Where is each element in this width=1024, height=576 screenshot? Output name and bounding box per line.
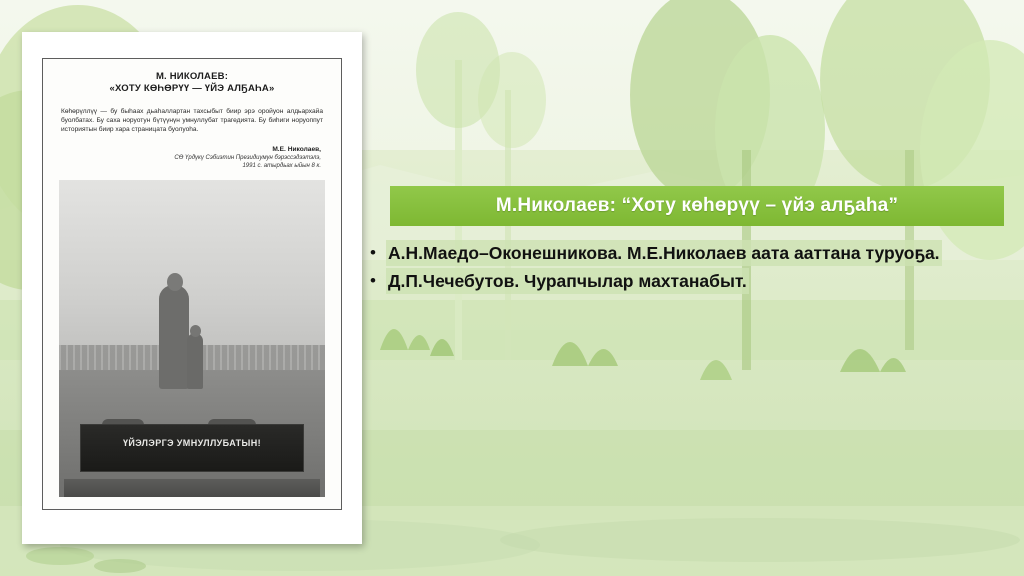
monument-pedestal <box>80 424 303 472</box>
list-item <box>360 268 1010 294</box>
book-signature <box>57 145 321 171</box>
book-signature-role: СӨ Үрдүкү Сэбиэтин Президиумун бэрэссэдээтэлэ, <box>174 154 321 161</box>
book-signature-date: 1991 с. атырдьах ыйын 8 к. <box>242 163 321 170</box>
book-heading-line-2: «ХОТУ КӨҺӨРҮҮ — ҮЙЭ АЛҔАҺА» <box>109 83 275 94</box>
book-heading <box>57 71 327 95</box>
slide-title: М.Николаев: “Хоту көһөрүү – үйэ алҕаһа” <box>495 195 899 216</box>
list-item <box>360 240 1010 266</box>
book-page-frame <box>42 58 342 510</box>
bullet-marker-icon: • <box>370 271 376 290</box>
book-paragraph: Көһөрүллүү — бу быһаах дьаһаллартан тахсыбыт биир эрэ оройуон алдьархайа буолбатах. Бу саха норуотун бүтүүнүн умнуллубат трагедията. Бу биһиги норуоппут историятын биир хара страницата буолуоһа. <box>61 108 323 134</box>
bullet-text: Д.П.Чечебутов. Чурапчылар махтанабыт. <box>386 268 749 294</box>
pedestal-inscription: ҮЙЭЛЭРГЭ УМНУЛЛУБАТЫН! <box>122 437 262 448</box>
monument-base <box>64 479 319 497</box>
book-signature-name: М.Е. Николаев, <box>272 145 321 153</box>
statue-figures <box>147 257 211 389</box>
slide-bullet-list <box>360 240 1010 296</box>
statue-woman-head <box>167 273 183 291</box>
book-page-image <box>22 32 362 544</box>
bullet-text: А.Н.Маедо–Оконешникова. М.Е.Николаев аата ааттана туруоҕа. <box>386 240 942 266</box>
book-heading-line-1: М. НИКОЛАЕВ: <box>155 71 229 82</box>
slide-title-banner <box>390 186 1004 226</box>
bullet-marker-icon: • <box>370 243 376 262</box>
statue-woman <box>159 285 189 389</box>
statue-child <box>187 333 203 389</box>
monument-photograph <box>59 180 325 497</box>
